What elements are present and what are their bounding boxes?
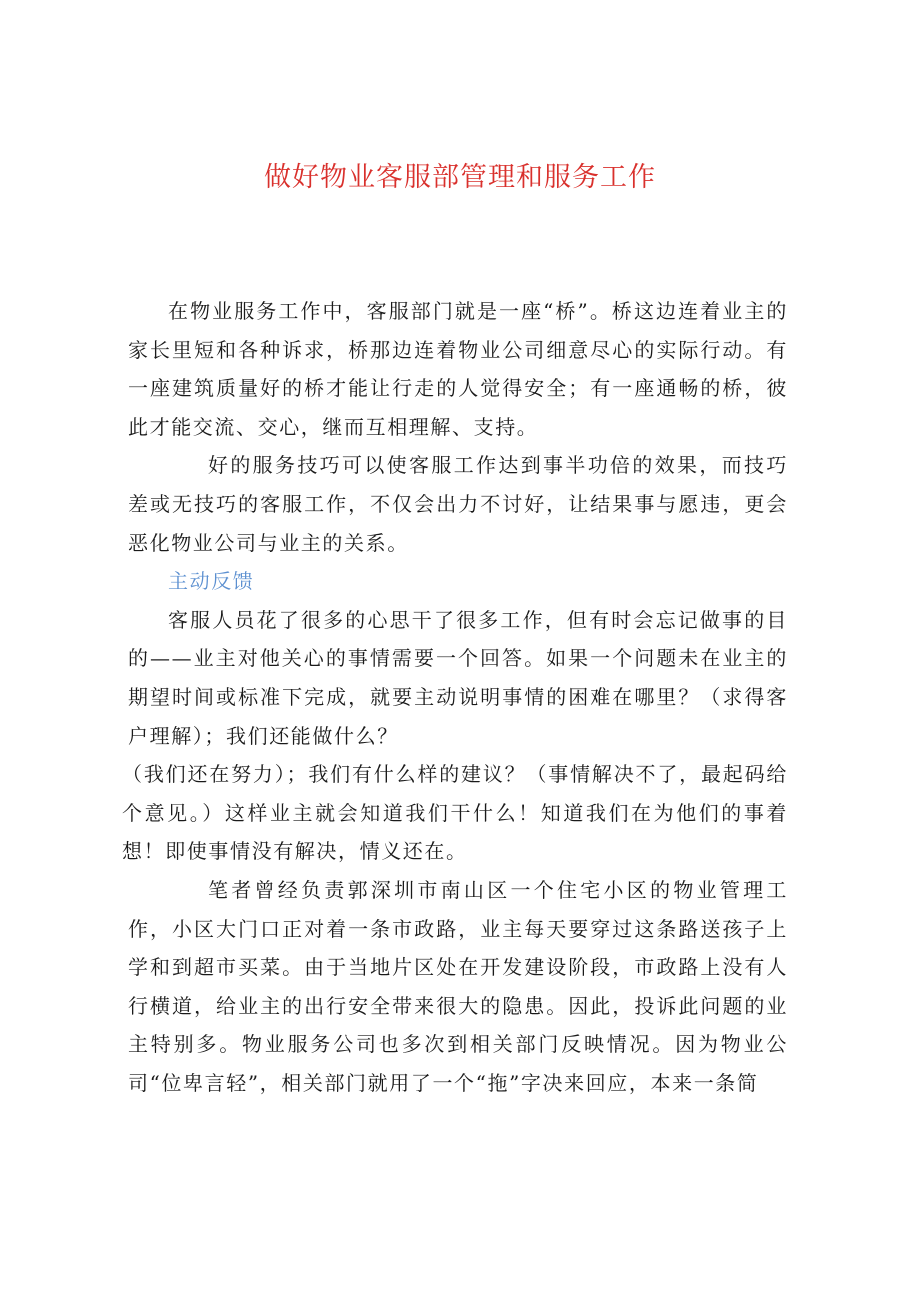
section-heading: 主动反馈	[168, 569, 255, 594]
paragraph-feedback-continued: （我们还在努力）；我们有什么样的建议？（事情解决不了，最起码给个意见。）这样业主就会知道我们干什么！知道我们在为他们的事着想！即使事情没有解决，情义还在。	[122, 762, 788, 864]
document-body	[122, 292, 788, 1102]
document-title: 做好物业客服部管理和服务工作	[264, 162, 656, 193]
paragraph-intro: 在物业服务工作中，客服部门就是一座“桥”。桥这边连着业主的家长里短和各种诉求，桥那边连着物业公司细意尽心的实际行动。有一座建筑质量好的桥才能让行走的人觉得安全；有一座通畅的桥，彼此才能交流、交心，继而互相理解、支持。	[128, 299, 788, 439]
paragraph-service-skills: 好的服务技巧可以使客服工作达到事半功倍的效果，而技巧差或无技巧的客服工作，不仅会出力不讨好，让结果事与愿违，更会恶化物业公司与业主的关系。	[128, 453, 788, 555]
paragraph-feedback: 客服人员花了很多的心思干了很多工作，但有时会忘记做事的目的——业主对他关心的事情需要一个回答。如果一个问题未在业主的期望时间或标准下完成，就要主动说明事情的困难在哪里？（求得客户理解）；我们还能做什么？	[128, 607, 788, 748]
paragraph-case-study: 笔者曾经负责郭深圳市南山区一个住宅小区的物业管理工作，小区大门口正对着一条市政路，业主每天要穿过这条路送孩子上学和到超市买菜。由于当地片区处在开发建设阶段，市政路上没有人行横道，给业主的出行安全带来很大的隐患。因此，投诉此问题的业主特别多。物业服务公司也多次到相关部门反映情况。因为物业公司“位卑言轻”，相关部门就用了一个“拖”字决来回应，本来一条简	[128, 877, 788, 1095]
